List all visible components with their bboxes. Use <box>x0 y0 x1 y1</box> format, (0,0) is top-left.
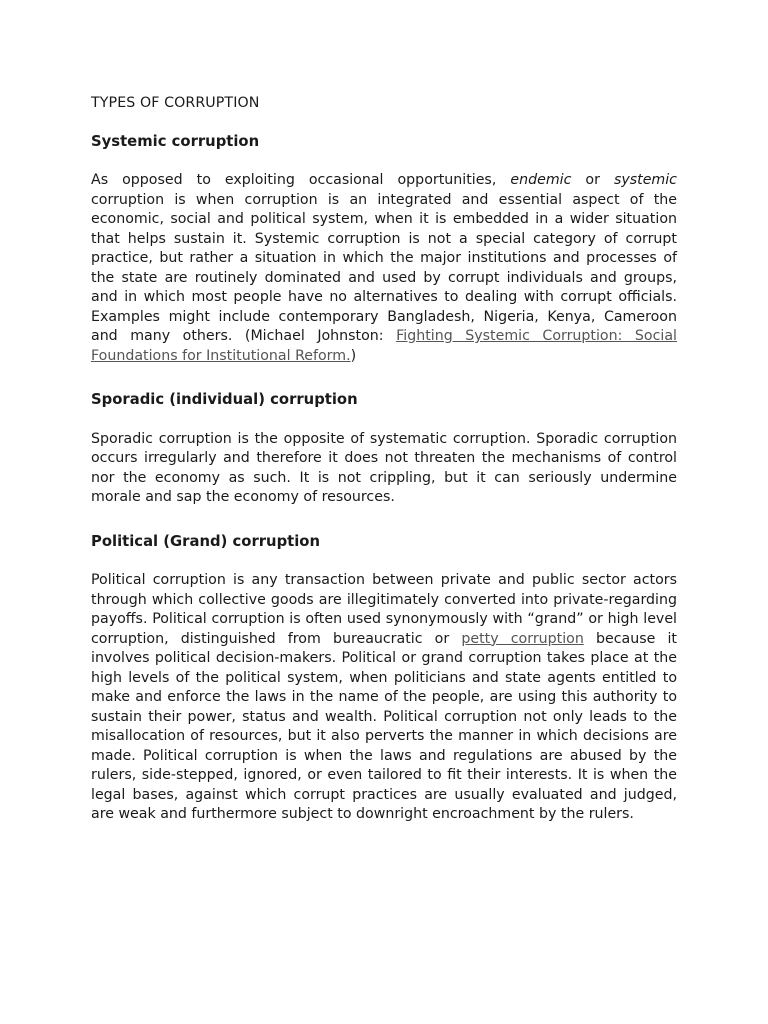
paragraph-text: or <box>571 172 614 188</box>
section-political <box>91 532 677 825</box>
emphasis-endemic: endemic <box>510 172 572 188</box>
link-petty-corruption[interactable]: petty corruption <box>461 630 584 647</box>
paragraph-text: Political corruption is any transaction between private and public sector actors through which collective goods are illegitimately converted into private-regarding payoffs. Political corruption is often used synonymously with “grand” or high level corruption, distinguished from bureaucratic or <box>91 572 677 647</box>
section-sporadic <box>91 390 677 508</box>
paragraph-systemic <box>91 171 677 366</box>
paragraph-text: corruption is when corruption is an integrated and essential aspect of the economic, social and political system, when it is embedded in a wider situation that helps sustain it. Systemic corruption is not a special category of corrupt practice, but rather a situation in which the major institutions and processes of the state are routinely dominated and used by corrupt individuals and groups, and in which most people have no alternatives to dealing with corrupt officials. Examples might include contemporary Bangladesh, Nigeria, Kenya, Cameroon and many others. (Michael Johnston: <box>91 191 677 344</box>
paragraph-text: ) <box>350 347 357 364</box>
emphasis-systemic: systemic <box>613 172 677 188</box>
section-heading-systemic: Systemic corruption <box>91 132 260 150</box>
paragraph-political <box>91 571 677 825</box>
paragraph-text: As opposed to exploiting occasional opportunities, <box>91 172 511 188</box>
section-heading-sporadic: Sporadic (individual) corruption <box>91 391 358 408</box>
section-systemic <box>91 132 677 367</box>
paragraph-text: because it involves political decision-makers. Political or grand corruption takes place at the high levels of the political system, when politicians and state agents entitled to make and enforce the laws in the name of the people, are using this authority to sustain their power, status and wealth. Political corruption not only leads to the misallocation of resources, but it also perverts the manner in which decisions are made. Political corruption is when the laws and regulations are abused by the rulers, side-stepped, ignored, or even tailored to fit their interests. It is when the legal bases, against which corrupt practices are usually evaluated and judged, are weak and furthermore subject to downright encroachment by the rulers. <box>91 630 677 822</box>
link-fighting-systemic-corruption[interactable]: Fighting Systemic Corruption: Social Foundations for Institutional Reform. <box>91 328 677 364</box>
section-heading-political: Political (Grand) corruption <box>91 532 321 550</box>
paragraph-sporadic: Sporadic corruption is the opposite of systematic corruption. Sporadic corruption occurs irregularly and therefore it does not threaten the mechanisms of control nor the economy as such. It is not crippling, but it can seriously undermine morale and sap the economy of resources. <box>91 430 677 505</box>
document-page <box>91 94 677 849</box>
document-title: TYPES OF CORRUPTION <box>91 95 260 111</box>
